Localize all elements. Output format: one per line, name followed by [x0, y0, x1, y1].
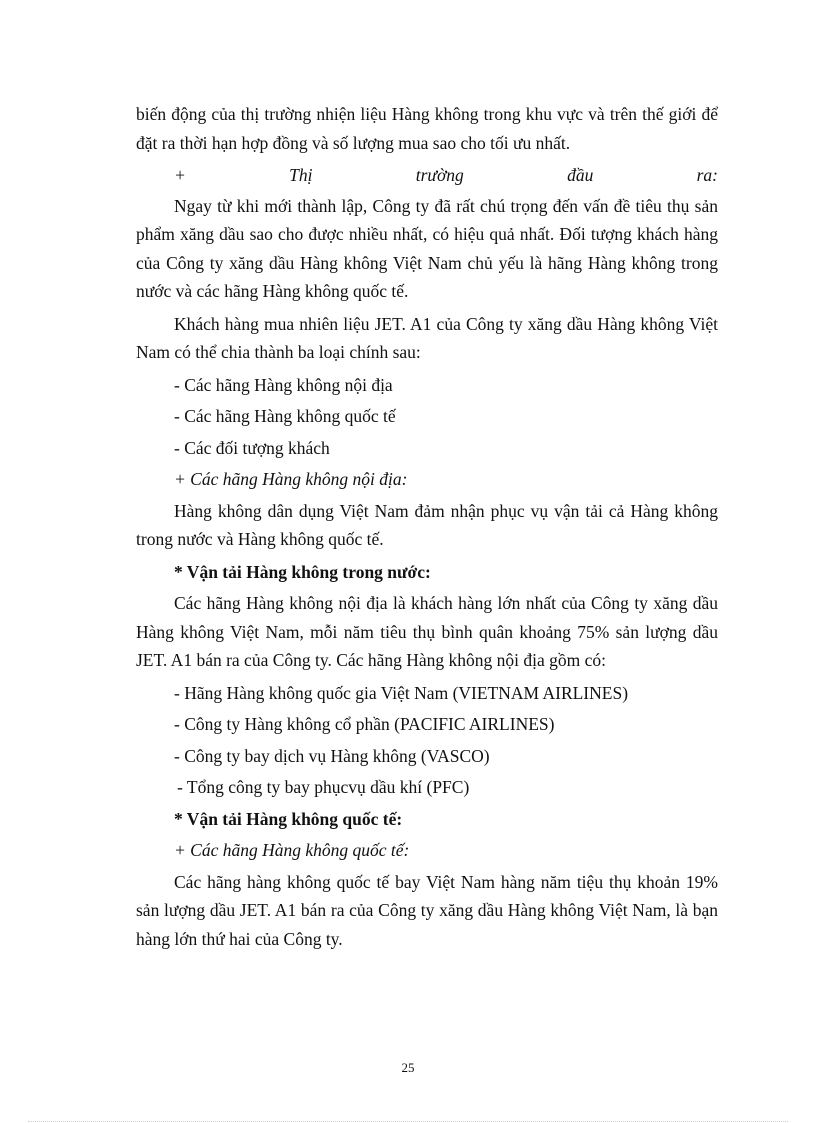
list-item-domestic-airline: - Công ty bay dịch vụ Hàng không (VASCO) [174, 745, 490, 766]
paragraph-company-consumption: Ngay từ khi mới thành lập, Công ty đã rất chú trọng đến vấn đề tiêu thụ sản phẩm xăng dầu sao cho được nhiều nhất, có hiệu quả nhất. Đối tượng khách hàng của Công ty xăng dầu Hàng không Việt Nam chủ yếu là hãng Hàng không trong nước và các hãng Hàng không quốc tế. [136, 195, 718, 301]
heading-output-word: đầu [567, 165, 594, 185]
paragraph-domestic-airlines-share: Các hãng Hàng không nội địa là khách hàng lớn nhất của Công ty xăng dầu Hàng không Việt Nam, mỗi năm tiêu thụ bình quân khoảng 75% sản lượng dầu JET. A1 bán ra của Công ty. Các hãng Hàng không nội địa gồm có: [136, 593, 718, 670]
paragraph-fuel-market-continuation: biến động của thị trường nhiện liệu Hàng không trong khu vực và trên thế giới để đặt ra thời hạn hợp đồng và số lượng mua sao cho tối ưu nhất. [136, 104, 718, 153]
heading-domestic-transport: * Vận tải Hàng không trong nước: [174, 561, 431, 582]
list-item-customer-type: - Các đối tượng khách [174, 437, 330, 458]
list-item-customer-type: - Các hãng Hàng không nội địa [174, 374, 393, 395]
paragraph-international-airlines-share: Các hãng hàng không quốc tế bay Việt Nam hàng năm tiệu thụ khoản 19% sản lượng dầu JET. A1 bán ra của Công ty xăng dầu Hàng không Việt Nam, là bạn hàng lớn thứ hai của Công ty. [136, 871, 718, 949]
heading-output-word: ra: [696, 165, 718, 185]
subheading-domestic-airlines: + Các hãng Hàng không nội địa: [174, 469, 408, 489]
paragraph-civil-aviation: Hàng không dân dụng Việt Nam đảm nhận phục vụ vận tải cả Hàng không trong nước và Hàng không quốc tế. [136, 500, 718, 549]
heading-international-transport: * Vận tải Hàng không quốc tế: [174, 808, 403, 829]
page-body [136, 100, 718, 957]
paragraph-customer-categories: Khách hàng mua nhiên liệu JET. A1 của Công ty xăng dầu Hàng không Việt Nam có thể chia thành ba loại chính sau: [136, 313, 718, 362]
heading-output-market [136, 161, 718, 190]
heading-output-word: Thị [289, 165, 313, 185]
page-number: 25 [401, 1060, 415, 1075]
heading-output-word: trường [415, 165, 464, 185]
list-item-domestic-airline: - Công ty Hàng không cổ phần (PACIFIC AIRLINES) [174, 714, 555, 734]
subheading-international-airlines: + Các hãng Hàng không quốc tế: [174, 840, 410, 860]
heading-output-word: + [174, 165, 186, 185]
list-item-domestic-airline: - Hãng Hàng không quốc gia Việt Nam (VIETNAM AIRLINES) [174, 682, 629, 703]
page-bottom-divider [28, 1121, 788, 1122]
list-item-customer-type: - Các hãng Hàng không quốc tế [174, 406, 396, 426]
list-item-domestic-airline: - Tổng công ty bay phụcvụ dầu khí (PFC) [177, 777, 470, 797]
